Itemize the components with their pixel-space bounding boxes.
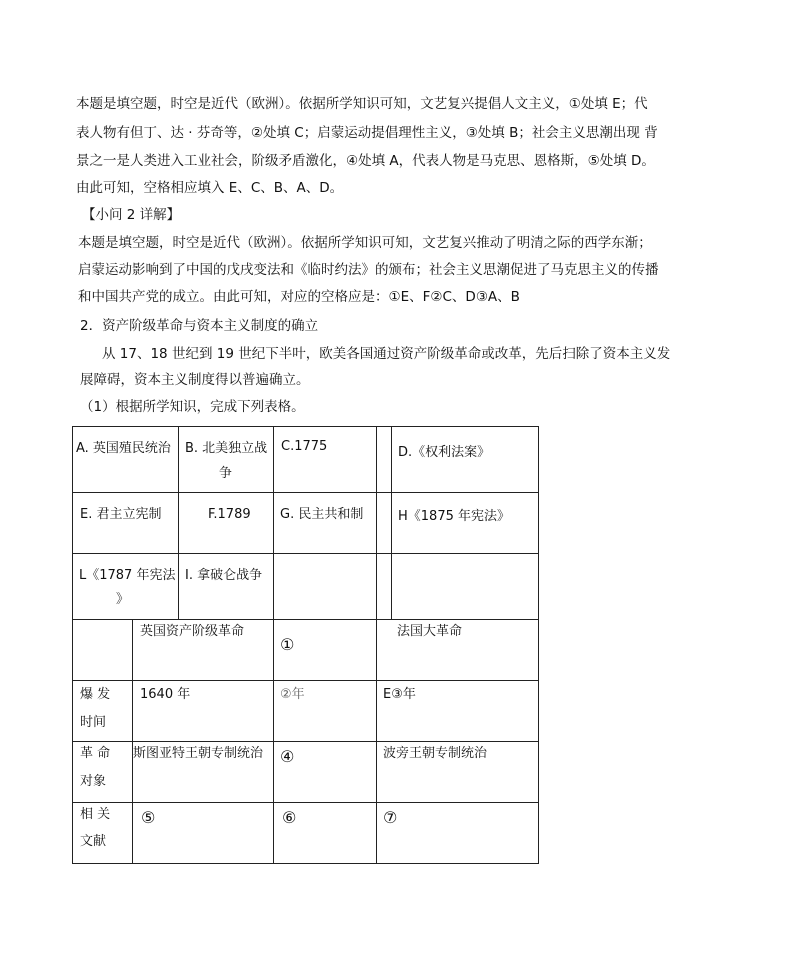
row-docs-blank-1-text: ⑥ xyxy=(282,808,297,827)
intro-line2: 展障碍，资本主义制度得以普遍确立。 xyxy=(80,372,310,388)
option-c-text: C.1775 xyxy=(281,439,328,454)
row-target-france-text: 波旁王朝专制统治 xyxy=(383,746,488,761)
answer2-line1: 本题是填空题，时空是近代（欧洲）。依据所学知识可知，文艺复兴推动了明清之际的西学东渐； xyxy=(78,235,652,251)
option-g-text: G. 民主共和制 xyxy=(280,507,364,522)
option-f-text: F.1789 xyxy=(208,507,251,522)
option-spacer-2 xyxy=(377,493,392,554)
row-time-france xyxy=(377,681,539,742)
row-time-england-text: 1640 年 xyxy=(140,687,191,702)
row-docs-blank-1 xyxy=(274,803,377,864)
row-label-target xyxy=(73,742,133,803)
question: （1）根据所学知识，完成下列表格。 xyxy=(80,399,305,415)
option-d xyxy=(392,427,539,493)
row-docs-england xyxy=(133,803,274,864)
option-spacer-1 xyxy=(377,427,392,493)
option-c xyxy=(274,427,377,493)
option-f xyxy=(179,493,274,554)
option-b-text: B. 北美独立战 xyxy=(185,441,268,456)
intro-line1: 从 17、18 世纪到 19 世纪下半叶，欧美各国通过资产阶级革命或改革，先后扫除了资本主义发 xyxy=(102,346,671,362)
row-label-time-2: 时间 xyxy=(80,715,107,730)
row-target-france xyxy=(377,742,539,803)
table-header-france-text: 法国大革命 xyxy=(397,624,463,639)
table-header-blank-1-text: ① xyxy=(280,635,295,654)
answer2-line3: 和中国共产党的成立。由此可知，对应的空格应是：①E、F②C、D③A、B xyxy=(78,289,520,305)
row-label-time-1: 爆 发 xyxy=(80,687,111,702)
answer1-line4: 由此可知，空格相应填入 E、C、B、A、D。 xyxy=(76,180,344,196)
option-empty-2 xyxy=(392,554,539,620)
option-b-text-2: 争 xyxy=(219,466,233,481)
option-i xyxy=(179,554,274,620)
option-a xyxy=(73,427,179,493)
table-header-blank-1 xyxy=(274,620,377,681)
section-title: 2．资产阶级革命与资本主义制度的确立 xyxy=(80,318,319,334)
option-h xyxy=(392,493,539,554)
row-time-france-text: E③年 xyxy=(383,687,416,702)
row-target-england xyxy=(133,742,274,803)
row-target-england-text: 斯图亚特王朝专制统治 xyxy=(133,746,264,761)
option-g xyxy=(274,493,377,554)
row-docs-france-text: ⑦ xyxy=(383,808,398,827)
row-label-target-1: 革 命 xyxy=(80,746,111,761)
row-time-blank-1-text: ②年 xyxy=(280,687,305,702)
table-header-blank xyxy=(73,620,133,681)
answer2-line2: 启蒙运动影响到了中国的戊戌变法和《临时约法》的颁布；社会主义思潮促进了马克思主义的传播 xyxy=(78,262,659,278)
option-l-text-2: 》 xyxy=(116,592,130,607)
row-time-england xyxy=(133,681,274,742)
sub2-heading: 【小问 2 详解】 xyxy=(82,207,181,223)
row-time-blank-1 xyxy=(274,681,377,742)
option-spacer-3 xyxy=(377,554,392,620)
row-docs-france xyxy=(377,803,539,864)
row-target-blank-1 xyxy=(274,742,377,803)
option-i-text: I. 拿破仑战争 xyxy=(185,568,263,583)
answer1-line2: 表人物有但丁、达 · 芬奇等，②处填 C；启蒙运动提倡理性主义，③处填 B；社会主义思潮出现 背 xyxy=(76,125,658,141)
option-d-text: D.《权利法案》 xyxy=(398,445,491,460)
history-table xyxy=(72,426,539,864)
option-e xyxy=(73,493,179,554)
table-header-england-text: 英国资产阶级革命 xyxy=(140,624,245,639)
table-header-france xyxy=(377,620,539,681)
option-e-text: E. 君主立宪制 xyxy=(80,507,162,522)
option-l xyxy=(73,554,179,620)
table-header-england xyxy=(133,620,274,681)
row-label-target-2: 对象 xyxy=(80,774,107,789)
option-h-text: H《1875 年宪法》 xyxy=(398,509,510,524)
row-label-docs xyxy=(73,803,133,864)
row-label-docs-1: 相 关 xyxy=(80,807,111,822)
answer1-line3: 景之一是人类进入工业社会，阶级矛盾激化，④处填 A，代表人物是马克思、恩格斯，⑤处填 D。 xyxy=(76,153,655,169)
row-label-docs-2: 文献 xyxy=(80,834,107,849)
row-docs-england-text: ⑤ xyxy=(141,808,156,827)
row-target-blank-1-text: ④ xyxy=(280,747,295,766)
option-b xyxy=(179,427,274,493)
option-a-text: A. 英国殖民统治 xyxy=(76,441,171,456)
option-l-text: L《1787 年宪法 xyxy=(79,568,176,583)
row-label-time xyxy=(73,681,133,742)
option-empty-1 xyxy=(274,554,377,620)
answer1-line1: 本题是填空题，时空是近代（欧洲）。依据所学知识可知，文艺复兴提倡人文主义，①处填 E；代 xyxy=(76,96,648,112)
